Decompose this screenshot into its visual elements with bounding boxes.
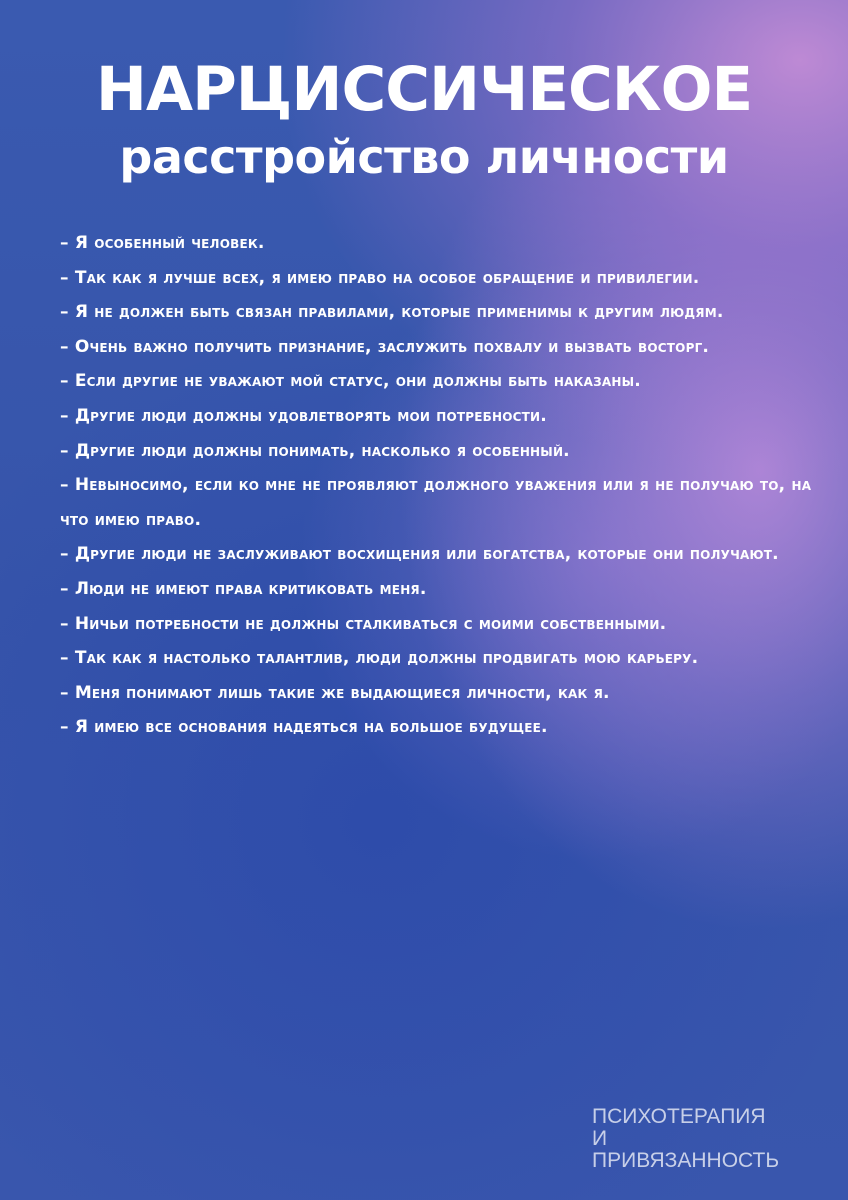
title-main: НАРЦИССИЧЕСКОЕ	[95, 54, 753, 125]
belief-item: – Я особенный человек.	[60, 233, 265, 253]
belief-item: – Люди не имеют права критиковать меня.	[60, 578, 427, 599]
belief-item: – Ничьи потребности не должны сталкиваться с моими собственными.	[60, 613, 667, 634]
brand-line: ПСИХОТЕРАПИЯ	[592, 1105, 766, 1128]
belief-item: – Если другие не уважают мой статус, они должны быть наказаны.	[60, 371, 641, 392]
brand-line: ПРИВЯЗАННОСТЬ	[592, 1149, 780, 1172]
belief-item: – Меня понимают лишь такие же выдающиеся личности, как я.	[60, 682, 610, 703]
brand-logo-text	[592, 1106, 832, 1172]
beliefs-list	[60, 226, 820, 745]
belief-item: – Я имею все основания надеяться на большое будущее.	[60, 717, 548, 738]
belief-item: – Другие люди не заслуживают восхищения или богатства, которые они получают.	[60, 544, 779, 565]
brand-line: И	[592, 1127, 608, 1150]
page-title	[0, 52, 848, 186]
belief-item: – Я не должен быть связан правилами, которые применимы к другим людям.	[60, 302, 724, 323]
belief-item: – Так как я настолько талантлив, люди должны продвигать мою карьеру.	[60, 648, 699, 669]
belief-item: – Очень важно получить признание, заслужить похвалу и вызвать восторг.	[60, 336, 710, 357]
belief-item: – Так как я лучше всех, я имею право на особое обращение и привилегии.	[60, 267, 700, 288]
belief-item: – Другие люди должны удовлетворять мои потребности.	[60, 405, 547, 426]
belief-item: – Невыносимо, если ко мне не проявляют должного уважения или я не получаю то, на что имею право.	[60, 475, 812, 530]
title-subtitle: расстройство личности	[119, 130, 729, 184]
belief-item: – Другие люди должны понимать, насколько я особенный.	[60, 440, 570, 461]
